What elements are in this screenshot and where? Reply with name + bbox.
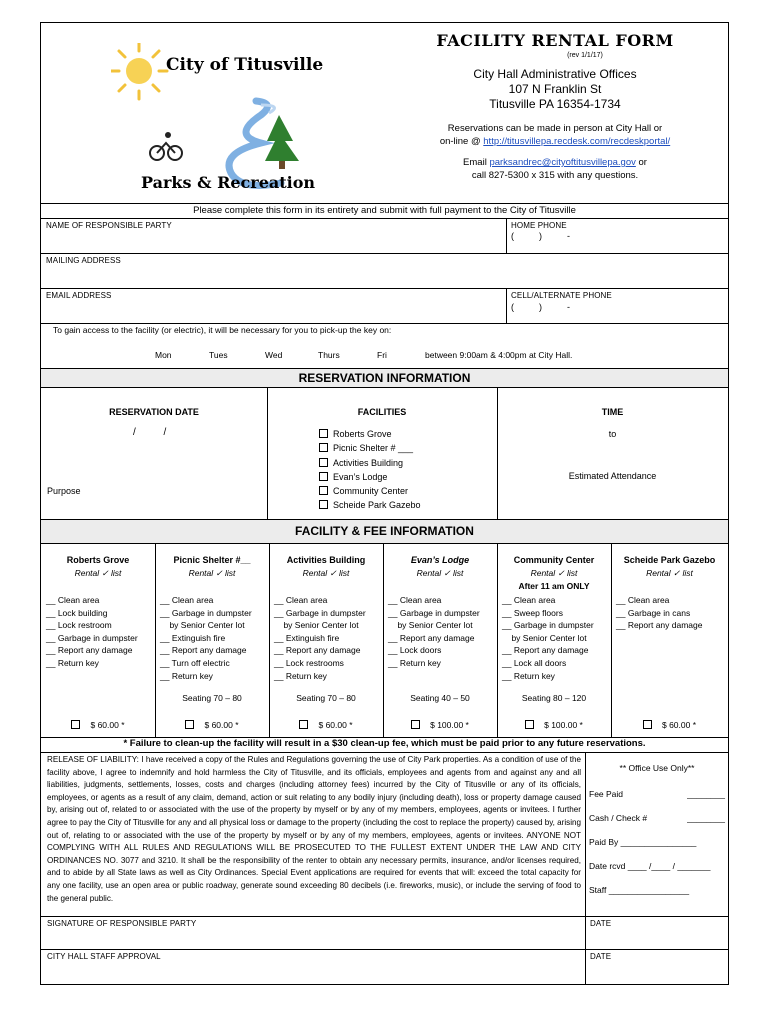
parks-email-link[interactable]: parksandrec@cityoftitusvillepa.gov — [489, 157, 636, 168]
checklist-item: __ Turn off electric — [160, 657, 230, 668]
checklist-item: __ Return key — [46, 657, 99, 668]
day-fri[interactable]: Fri — [377, 350, 387, 360]
office-use-panel — [589, 763, 725, 895]
checklist-item: by Senior Center lot — [274, 620, 359, 631]
checkbox-icon[interactable] — [411, 720, 420, 729]
responsible-party-field[interactable] — [46, 231, 501, 253]
reserve-line-1: Reservations can be made in person at City Hall or — [447, 123, 663, 134]
release-of-liability: RELEASE OF LIABILITY: I have received a copy of the Rules and Regulations governing the use of City Park properties. As a condition of use of the facility above, I agree to indemnify and hold harmless the City of Titusville, and its officials, employees and agents from and against any and all liabilities, judgments, settlements, losses, costs and charges (including attorney fees) incurred by the City of Titusville or any of its officials, employees, or agents as a result of any claim, demand, action or suit relating to any bodily injury (including death), loss or property damage caused by, arising out of, related to or associated with the use of the property by myself or by any of my members, employees, agents or invitees. I further agree to pay the City of Titusville for any and all physical loss or damage to the property (including the cost to replace the property) caused by, arising out of, relating to or associated with the use of the property by myself or by any of my members, employees, agents or invitees. ANYONE NOT COMPLYING WITH ALL RULES AND REGULATIONS WILL BE PROSECUTED TO THE FULLEST EXTENT UNDER THE LAW AND CITY ORDINANCES NO. 3077 and 3210. It shall be the responsibility of the renter to obtain any necessary permits, insurance, and/or licenses required, and to abide by all State laws as well as City Ordinances. Special Event applications are required for events that will: exceed the total capacity for any one facility, use an open area or public roadway, generate sound exceeding 80 decibels (i.e. fireworks, music), or include the serving of food to the general public. — [47, 755, 581, 903]
checkbox-icon[interactable] — [319, 472, 328, 481]
logo-parks-text: Parks & Recreation — [141, 173, 316, 192]
checklist-item: __ Garbage in dumpster — [46, 632, 138, 643]
fee-column-title: Picnic Shelter #__ — [173, 555, 251, 565]
fee-column-title: Evan’s Lodge — [410, 555, 470, 565]
phone-line: call 827-5300 x 315 with any questions. — [471, 170, 639, 181]
facilities-checklist — [319, 427, 421, 513]
checkbox-icon[interactable] — [299, 720, 308, 729]
fee-amount: $ 60.00 * — [204, 720, 239, 730]
approval-date-label: DATE — [590, 952, 612, 961]
checklist-item: by Senior Center lot — [502, 632, 587, 643]
email-suffix: or — [638, 157, 647, 168]
signature-date-label: DATE — [590, 919, 612, 928]
reserve-online-prefix: on-line @ — [439, 136, 481, 147]
fee-column-title: Community Center — [513, 555, 595, 565]
home-phone-label: HOME PHONE — [511, 221, 567, 230]
fee-column-picnic-shelter — [155, 543, 269, 737]
fee-amount: $ 100.00 * — [430, 720, 469, 730]
checklist-item: __ Clean area — [388, 595, 442, 605]
seating-capacity: Seating 80 – 120 — [521, 693, 587, 703]
checklist-items — [46, 594, 138, 670]
checkbox-icon[interactable] — [319, 458, 328, 467]
facility-option-roberts-grove[interactable]: Roberts Grove — [319, 427, 421, 441]
fee-column-title: Scheide Park Gazebo — [623, 555, 716, 565]
reserve-line-2 — [381, 135, 729, 148]
seating-capacity: Seating 40 – 50 — [410, 693, 470, 703]
office-city: Titusville PA 16354-1734 — [489, 97, 621, 111]
checklist-item: __ Sweep floors — [502, 607, 563, 618]
fee-checkbox[interactable] — [611, 720, 728, 730]
fee-amount: $ 60.00 * — [661, 720, 697, 730]
checklist-item: __ Lock doors — [388, 645, 442, 656]
staff-approval-label: CITY HALL STAFF APPROVAL — [47, 952, 161, 961]
signature-label: SIGNATURE OF RESPONSIBLE PARTY — [47, 919, 197, 928]
reservation-date-label: RESERVATION DATE — [109, 407, 199, 417]
checklist-item: __ Garbage in dumpster — [274, 607, 366, 618]
fee-amount: $ 100.00 * — [544, 720, 583, 730]
fee-column-roberts-grove — [41, 543, 155, 737]
paid-by-field[interactable]: Paid By ________________ — [589, 837, 697, 847]
reservation-heading: RESERVATION INFORMATION — [41, 369, 728, 387]
checkbox-icon[interactable] — [319, 486, 328, 495]
checklist-item: __ Clean area — [502, 595, 556, 605]
checklist-items — [274, 594, 366, 682]
checklist-item: __ Report any damage — [388, 632, 475, 643]
logo-city-text: City of Titusville — [166, 55, 324, 75]
time-to[interactable]: to — [608, 429, 617, 439]
checkbox-icon[interactable] — [525, 720, 534, 729]
fee-paid-label: Fee Paid — [589, 789, 624, 799]
day-mon[interactable]: Mon — [155, 350, 172, 360]
checklist-item: __ Return key — [274, 670, 327, 681]
fee-checkbox[interactable] — [269, 720, 383, 730]
checklist-item: __ Lock restrooms — [274, 657, 344, 668]
rental-checklist-label: Rental ✓ list — [74, 568, 122, 578]
rental-checklist-label: Rental ✓ list — [416, 568, 464, 578]
email-address-field[interactable] — [46, 301, 501, 323]
staff-approval-field[interactable] — [47, 962, 577, 982]
instructions: Please complete this form in its entirety and submit with full payment to the City of Titusville — [193, 205, 576, 216]
fee-paid-field[interactable]: ________ — [687, 789, 725, 799]
checklist-item: __ Clean area — [46, 595, 100, 605]
email-prefix: Email — [463, 157, 487, 168]
fee-checkbox[interactable] — [497, 720, 611, 730]
staff-field[interactable]: Staff _________________ — [589, 885, 690, 895]
rental-checklist-label: Rental ✓ list — [188, 568, 236, 578]
checkbox-icon[interactable] — [185, 720, 194, 729]
facility-rental-form — [40, 22, 729, 985]
checkbox-icon[interactable] — [319, 500, 328, 509]
cash-check-field[interactable]: ________ — [687, 813, 725, 823]
rental-checklist-label: Rental ✓ list — [302, 568, 350, 578]
checklist-item: __ Extinguish fire — [274, 632, 340, 643]
recdesk-portal-link[interactable]: http://titusvillepa.recdesk.com/recdeskportal/ — [483, 136, 671, 147]
key-pickup-note: To gain access to the facility (or electric), it will be necessary for you to pick-up the key on: — [53, 325, 392, 335]
day-thurs[interactable]: Thurs — [318, 350, 340, 360]
checklist-item: __ Clean area — [160, 595, 214, 605]
seating-capacity: Seating 70 – 80 — [182, 693, 242, 703]
office-name: City Hall Administrative Offices — [473, 67, 637, 81]
city-logo — [111, 43, 341, 203]
reservation-info — [381, 122, 729, 182]
fee-checkbox[interactable] — [383, 720, 497, 730]
office-use-heading: ** Office Use Only** — [619, 763, 695, 773]
fee-checkbox[interactable] — [41, 720, 155, 730]
purpose-label: Purpose — [47, 486, 81, 496]
mailing-address-field[interactable] — [46, 266, 721, 288]
checkbox-icon[interactable] — [319, 429, 328, 438]
cell-phone-label: CELL/ALTERNATE PHONE — [511, 291, 612, 300]
facility-option-picnic-shelter[interactable]: Picnic Shelter # ___ — [319, 441, 421, 455]
checklist-items — [616, 594, 702, 632]
fee-amount: $ 60.00 * — [90, 720, 125, 730]
seating-capacity: Seating 70 – 80 — [296, 693, 356, 703]
cell-phone-field[interactable]: ( ) - — [511, 302, 571, 312]
checklist-item: __ Report any damage — [46, 645, 133, 656]
facility-option-scheide-park-gazebo[interactable]: Scheide Park Gazebo — [319, 498, 421, 512]
fee-column-title: Activities Building — [286, 555, 366, 565]
checklist-item: __ Garbage in cans — [616, 607, 691, 618]
office-street: 107 N Franklin St — [508, 82, 602, 96]
checkbox-icon[interactable] — [319, 443, 328, 452]
day-wed[interactable]: Wed — [265, 350, 283, 360]
checklist-item: __ Report any damage — [502, 645, 589, 656]
checklist-item: __ Return key — [388, 657, 441, 668]
checklist-item: __ Clean area — [616, 595, 670, 605]
fee-paid-row — [589, 789, 725, 799]
checklist-item: __ Extinguish fire — [160, 632, 226, 643]
fee-checkbox[interactable] — [155, 720, 269, 730]
cash-check-row — [589, 813, 725, 823]
checkbox-icon[interactable] — [71, 720, 80, 729]
checklist-item: __ Garbage in dumpster — [502, 620, 594, 631]
checklist-item: __ Clean area — [274, 595, 328, 605]
checklist-item: by Senior Center lot — [160, 620, 245, 631]
form-title: FACILITY RENTAL FORM — [436, 31, 674, 50]
checklist-item: by Senior Center lot — [388, 620, 473, 631]
cash-check-label: Cash / Check # — [589, 813, 648, 823]
signature-field[interactable] — [47, 929, 577, 949]
facility-option-community-center[interactable]: Community Center — [319, 484, 421, 498]
facilities-label: FACILITIES — [357, 407, 407, 417]
fee-column-activities-building — [269, 543, 383, 737]
mailing-address-label: MAILING ADDRESS — [46, 256, 121, 265]
key-pickup-time: between 9:00am & 4:00pm at City Hall. — [425, 350, 573, 360]
date-received-field[interactable]: Date rcvd ____ /____ / _______ — [589, 861, 711, 871]
fee-column-community-center — [497, 543, 611, 737]
responsible-party-label: NAME OF RESPONSIBLE PARTY — [46, 221, 172, 230]
checklist-item: __ Garbage in dumpster — [160, 607, 252, 618]
rental-checklist-label: Rental ✓ list — [646, 568, 693, 578]
rental-checklist-label: Rental ✓ list — [530, 568, 578, 578]
checklist-item: __ Lock all doors — [502, 657, 567, 668]
day-tues[interactable]: Tues — [209, 350, 228, 360]
checklist-item: __ Lock building — [46, 607, 108, 618]
checklist-items — [160, 594, 252, 682]
fee-amount: $ 60.00 * — [318, 720, 353, 730]
time-label: TIME — [601, 407, 624, 417]
fee-column-scheide-park-gazebo — [611, 543, 728, 737]
email-address-label: EMAIL ADDRESS — [46, 291, 112, 300]
attendance-label: Estimated Attendance — [568, 471, 657, 481]
checklist-item: __ Return key — [502, 670, 555, 681]
email-line — [381, 156, 729, 169]
revision-note: (rev 1/1/17) — [567, 52, 603, 59]
checklist-item: __ Report any damage — [616, 620, 703, 631]
fee-heading: FACILITY & FEE INFORMATION — [41, 520, 728, 543]
rental-time-note: After 11 am ONLY — [518, 581, 590, 591]
checklist-item: __ Lock restroom — [46, 620, 112, 631]
checklist-item: __ Report any damage — [274, 645, 361, 656]
reservation-date-field[interactable]: / / — [133, 427, 167, 438]
checklist-items — [502, 594, 594, 682]
checklist-item: __ Garbage in dumpster — [388, 607, 480, 618]
facility-option-evans-lodge[interactable]: Evan’s Lodge — [319, 470, 421, 484]
checklist-item: __ Return key — [160, 670, 213, 681]
home-phone-field[interactable]: ( ) - — [511, 231, 571, 241]
fee-column-evan-s-lodge — [383, 543, 497, 737]
fee-column-title: Roberts Grove — [66, 555, 130, 565]
facility-option-activities-building[interactable]: Activities Building — [319, 456, 421, 470]
checklist-items — [388, 594, 480, 670]
cleanup-warning: * Failure to clean-up the facility will result in a $30 clean-up fee, which must be paid prior to any future reservations. — [123, 738, 646, 749]
checkbox-icon[interactable] — [643, 720, 652, 729]
checklist-item: __ Report any damage — [160, 645, 247, 656]
